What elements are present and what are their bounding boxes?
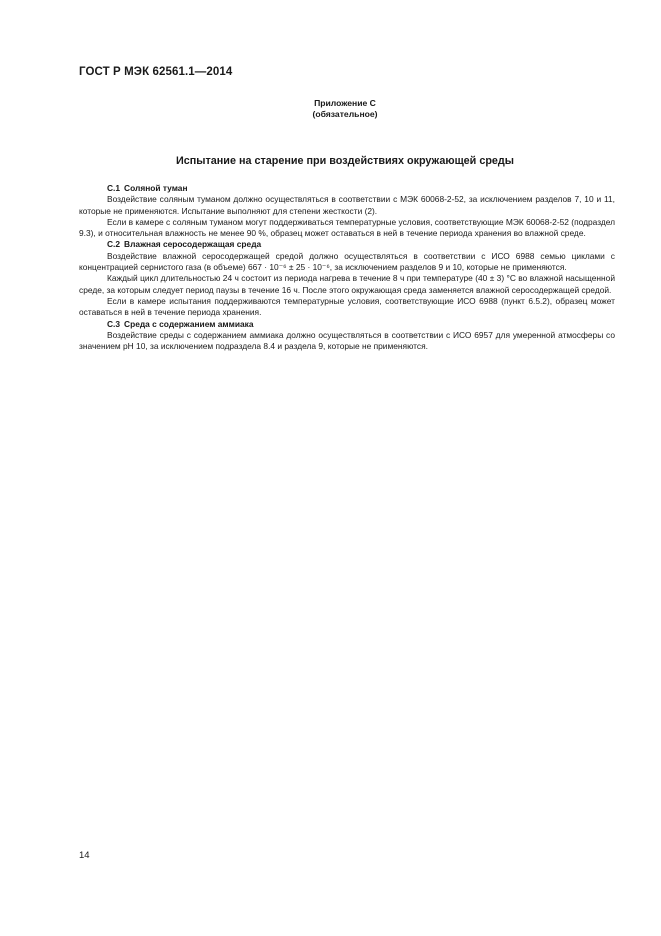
annex-heading [0,98,661,120]
document-body [79,183,615,352]
paragraph: Воздействие среды с содержанием аммиака должно осуществляться в соответствии с ИСО 6957 для умеренной атмосферы со значением pH 10, за исключением подраздела 8.4 и раздела 9, которые не применяются. [79,329,615,352]
paragraph: Воздействие влажной серосодержащей средой должно осуществляться в соответствии с ИСО 6988 семью циклами с концентрацией сернистого газа (в объеме) 667 · 10⁻⁶ ± 25 · 10⁻⁶, за исключением разделов 9 и 10, которые не применяются. [79,250,615,273]
section-heading-c1: С.1 Соляной туман [107,183,188,193]
annex-status: (обязательное) [312,109,378,119]
standard-code-header: ГОСТ Р МЭК 62561.1—2014 [79,66,233,78]
page-number: 14 [79,850,90,861]
paragraph: Каждый цикл длительностью 24 ч состоит из периода нагрева в течение 8 ч при температуре (40 ± 3) °С во влажной насыщенной среде, за которым следует период паузы в течение 16 ч. После этого окружающая среда заменяется влажной серосодержащей средой. [79,273,615,295]
paragraph: Воздействие соляным туманом должно осуществляться в соответствии с МЭК 60068-2-52, за исключением разделов 7, 10 и 11, которые не применяются. Испытание выполняют для степени жесткости (2). [79,194,615,216]
annex-title: Приложение С [314,98,376,108]
paragraph: Если в камере с соляным туманом могут поддерживаться температурные условия, соответствующие МЭК 60068-2-52 (подраздел 9.3), и относительная влажность не менее 90 %, образец может оставаться в ней в течение периода хранения во влажной среде. [79,216,615,239]
paragraph: Если в камере испытания поддерживаются температурные условия, соответствующие ИСО 6988 (пункт 6.5.2), образец может оставаться в ней в течение периода хранения. [79,295,615,318]
section-heading-c3: С.3 Среда с содержанием аммиака [107,318,254,329]
section-heading-c2: С.2 Влажная серосодержащая среда [107,239,262,250]
main-title: Испытание на старение при воздействиях окружающей среды [175,155,514,167]
